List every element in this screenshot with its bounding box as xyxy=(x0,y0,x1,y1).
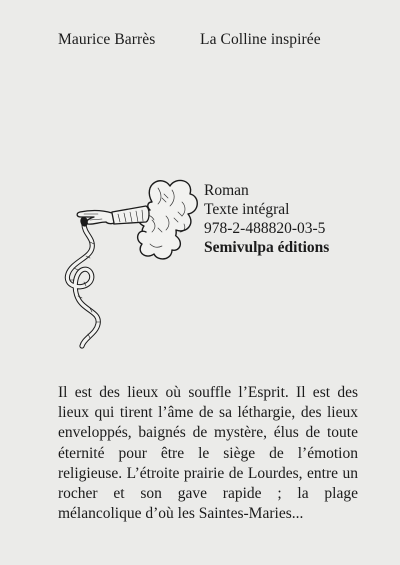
publisher-name: Semivulpa éditions xyxy=(204,239,330,256)
opening-excerpt: Il est des lieux où souffle l’Esprit. Il est des lieux qui tirent l’âme de sa léthargie, des lieux enveloppés, baignés de mystère, élus de toute éternité pour être le siège de l’émotion religieuse. L’étroite prairie de Lourdes, entre un rocher et son gave rapide ; la plage mélancolique d’où les Saintes-Maries... xyxy=(58,384,358,523)
hand-serpent-cloud-icon xyxy=(54,172,200,350)
author-name: Maurice Barrès xyxy=(58,31,156,48)
book-title: La Colline inspirée xyxy=(200,31,321,48)
book-metadata xyxy=(204,181,329,257)
edition-label: Texte intégral xyxy=(204,201,290,218)
isbn-label: 978-2-488820-03-5 xyxy=(204,220,326,237)
genre-label: Roman xyxy=(204,182,249,199)
